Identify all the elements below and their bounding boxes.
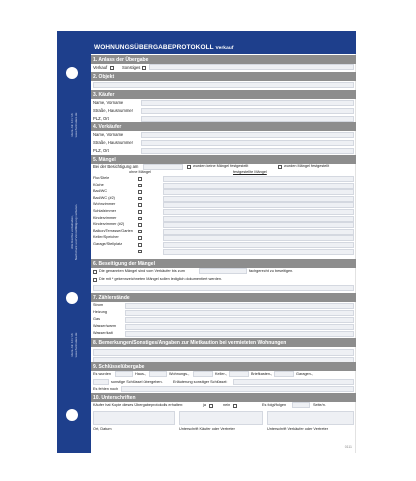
ohne-maengel-checkbox[interactable] xyxy=(138,250,142,254)
wohnung-count-field[interactable] xyxy=(149,371,167,377)
column-ohne-maengel: ohne Mängel xyxy=(129,170,151,174)
defect-description-field[interactable] xyxy=(163,249,354,255)
room-label: Küche xyxy=(93,182,104,187)
beseitigung-checkbox[interactable] xyxy=(93,270,97,274)
verkaeufer-plz-field[interactable] xyxy=(141,148,354,154)
sonstiges-checkbox[interactable] xyxy=(142,66,146,70)
section-title: 3. Käufer xyxy=(93,91,115,98)
haus-count-field[interactable] xyxy=(115,371,133,377)
nein-checkbox[interactable] xyxy=(233,404,237,408)
margin-text: Ident.-Nr. 10 / 13 www.formulare.de xyxy=(70,112,78,138)
wohnung-label: Wohnungs-, xyxy=(169,372,190,376)
meter-reading-field[interactable] xyxy=(125,303,354,309)
bemerkungen-field[interactable] xyxy=(93,349,354,356)
section-header xyxy=(91,72,356,81)
verkaeufer-name-field[interactable] xyxy=(141,132,354,138)
objekt-field[interactable] xyxy=(93,82,354,88)
ja-checkbox[interactable] xyxy=(209,404,213,408)
defects-checkbox[interactable] xyxy=(278,165,282,169)
defect-description-field[interactable] xyxy=(163,202,354,208)
defect-description-field[interactable] xyxy=(163,183,354,189)
sonstiges-label: Sonstiges xyxy=(122,65,141,70)
folgt-label: Es folgt/folgen xyxy=(262,403,287,407)
section-header xyxy=(91,155,356,164)
section-title: 2. Objekt xyxy=(93,73,115,80)
erlaeuterung-field[interactable] xyxy=(233,379,354,385)
defect-description-field[interactable] xyxy=(163,176,354,182)
section-header xyxy=(91,90,356,99)
room-label: Garage/Stellplatz xyxy=(93,242,123,246)
section-title: 4. Verkäufer xyxy=(93,123,122,130)
es-wurden-label: Es wurden xyxy=(93,372,111,376)
fehlen-field[interactable] xyxy=(121,386,354,392)
kaeufer-plz-label: PLZ, Ort xyxy=(93,116,109,121)
sonstiges-field[interactable] xyxy=(149,64,354,70)
kaeufer-name-label: Name, Vorname xyxy=(93,100,124,105)
section-title: 6. Beseitigung der Mängel xyxy=(93,260,155,267)
defect-description-field[interactable] xyxy=(163,222,354,228)
dokumentiert-checkbox[interactable] xyxy=(93,278,97,282)
room-label: Kinderzimmer xyxy=(93,215,117,220)
haus-label: Haus-, xyxy=(135,372,147,376)
section-header xyxy=(91,55,356,64)
ohne-maengel-checkbox[interactable] xyxy=(138,197,142,201)
kaeufer-name-field[interactable] xyxy=(141,100,354,106)
defect-description-field[interactable] xyxy=(163,216,354,222)
verkaeufer-plz-label: PLZ, Ort xyxy=(93,148,109,153)
erlaeuterung-label: Erläuterung sonstiger Schlüssel: xyxy=(173,380,228,384)
briefkasten-label: Briefkasten-, xyxy=(251,372,273,376)
form-sheet xyxy=(91,31,356,453)
section-title: 9. Schlüsselübergabe xyxy=(93,363,145,370)
ohne-maengel-checkbox[interactable] xyxy=(138,243,142,247)
beseitigung-text: Die genannten Mängel sind vom Verkäufer bis zum xyxy=(99,269,185,273)
room-label: Flur/Diele xyxy=(93,176,110,180)
besichtigung-label: Bei der Besichtigung am xyxy=(93,164,139,169)
kopie-label: Käufer hat Kopie dieses Übergabeprotokolls erhalten: xyxy=(93,403,184,407)
subtitle-text: Verkauf xyxy=(215,46,234,51)
section-header xyxy=(91,122,356,131)
margin-text: Ident.-Nr. 10 / 13 www.formulare.de xyxy=(70,332,78,358)
seiten-label: Seite/n. xyxy=(313,403,326,407)
section-title: 8. Bemerkungen/Sonstiges/Angaben zur Mietkaution bei vermieteten Wohnungen xyxy=(93,339,287,346)
sonstige-count-field[interactable] xyxy=(93,379,109,385)
beseitigung-text-end: fachgerecht zu beseitigen. xyxy=(249,269,294,273)
verkaeufer-signature-field[interactable] xyxy=(267,411,354,425)
margin-text: Alle Rechte vorbehalten, Nachdruck und Vervielfältigung verboten. xyxy=(70,203,78,261)
ohne-maengel-checkbox[interactable] xyxy=(138,190,142,194)
nein-label: nein xyxy=(223,403,231,407)
meter-reading-field[interactable] xyxy=(125,324,354,330)
kaeufer-strasse-label: Straße, Hausnummer xyxy=(93,108,134,113)
no-defects-checkbox[interactable] xyxy=(187,165,191,169)
page-title xyxy=(94,44,234,51)
ja-label: ja xyxy=(203,403,206,407)
section-header xyxy=(91,393,356,402)
title-text: WOHNUNGSÜBERGABEPROTOKOLL xyxy=(94,44,214,51)
meter-label: Gas xyxy=(93,317,100,321)
defects-label: wurden Mängel festgestellt xyxy=(284,164,330,168)
beseitigung-date-field[interactable] xyxy=(199,268,247,274)
defect-description-field[interactable] xyxy=(163,229,354,235)
no-defects-label: wurden keine Mängel festgestellt xyxy=(193,164,249,168)
room-label: Bad/WC xyxy=(93,189,108,194)
ohne-maengel-checkbox[interactable] xyxy=(138,177,142,181)
form-code: 0111 xyxy=(344,445,352,449)
keller-label: Keller-, xyxy=(215,372,228,376)
defect-description-field[interactable] xyxy=(163,189,354,195)
dokumentiert-text: Die mit * gekennzeichneten Mängel sollen lediglich dokumentiert werden. xyxy=(99,277,223,281)
verkauf-checkbox[interactable] xyxy=(110,66,114,70)
section-title: 10. Unterschriften xyxy=(93,394,136,401)
kaeufer-strasse-field[interactable] xyxy=(141,108,354,114)
fehlen-label: Es fehlen noch xyxy=(93,387,119,391)
seiten-count-field[interactable] xyxy=(292,402,310,408)
meter-label: Strom xyxy=(93,303,104,307)
ohne-maengel-checkbox[interactable] xyxy=(138,236,142,240)
meter-reading-field[interactable] xyxy=(125,317,354,323)
section-header xyxy=(91,362,356,371)
meter-label: Wasser/kalt xyxy=(93,331,113,335)
meter-label: Heizung xyxy=(93,310,107,314)
room-label: Bad/WC (#2) xyxy=(93,195,115,200)
ort-datum-field[interactable] xyxy=(93,411,175,425)
room-label: Wohnzimmer xyxy=(93,202,116,207)
room-label: Kinderzimmer (#2) xyxy=(93,222,125,227)
kaeufer-signature-label: Unterschrift Käufer oder Vertreter xyxy=(179,427,235,431)
verkaeufer-name-label: Name, Vorname xyxy=(93,132,124,137)
section-header xyxy=(91,338,356,347)
briefkasten-count-field[interactable] xyxy=(229,371,249,377)
ohne-maengel-checkbox[interactable] xyxy=(138,230,142,234)
beseitigung-notes-field[interactable] xyxy=(93,285,354,291)
meter-label: Wasser/warm xyxy=(93,324,117,328)
room-label: Keller/Speicher xyxy=(93,235,119,240)
sonstige-label: sonstige Schlüssel übergeben. xyxy=(111,380,163,384)
meter-reading-field[interactable] xyxy=(125,331,354,337)
section-title: 1. Anlass der Übergabe xyxy=(93,56,149,63)
defect-description-field[interactable] xyxy=(163,209,354,215)
punch-hole-icon xyxy=(66,292,78,304)
ohne-maengel-checkbox[interactable] xyxy=(138,184,142,188)
section-title: 7. Zählerstände xyxy=(93,294,130,301)
defect-description-field[interactable] xyxy=(163,235,354,241)
garagen-label: Garagen-, xyxy=(296,372,314,376)
verkauf-label: Verkauf xyxy=(93,65,108,70)
ohne-maengel-checkbox[interactable] xyxy=(138,210,142,214)
column-festgestellte-maengel: festgestellte Mängel xyxy=(233,170,267,174)
title-bar xyxy=(91,31,356,54)
keller-count-field[interactable] xyxy=(193,371,213,377)
defect-description-field[interactable] xyxy=(163,242,354,248)
kaeufer-signature-field[interactable] xyxy=(179,411,263,425)
punch-hole-icon xyxy=(66,67,78,79)
punch-hole-icon xyxy=(66,409,78,421)
room-label: Balkon/Terrasse/Garten xyxy=(93,228,133,233)
garagen-count-field[interactable] xyxy=(274,371,294,377)
meter-reading-field[interactable] xyxy=(125,310,354,316)
ort-datum-label: Ort, Datum xyxy=(93,427,112,431)
ohne-maengel-checkbox[interactable] xyxy=(138,203,142,207)
section-title: 5. Mängel xyxy=(93,156,116,163)
ohne-maengel-checkbox[interactable] xyxy=(138,223,142,227)
room-label: Schlafzimmer xyxy=(93,209,116,213)
ohne-maengel-checkbox[interactable] xyxy=(138,217,142,221)
defect-description-field[interactable] xyxy=(163,196,354,202)
section-header xyxy=(91,293,356,302)
verkaeufer-strasse-field[interactable] xyxy=(141,140,354,146)
verkaeufer-strasse-label: Straße, Hausnummer xyxy=(93,140,134,145)
section-header xyxy=(91,259,356,268)
verkaeufer-signature-label: Unterschrift Verkäufer oder Vertreter xyxy=(267,427,328,431)
